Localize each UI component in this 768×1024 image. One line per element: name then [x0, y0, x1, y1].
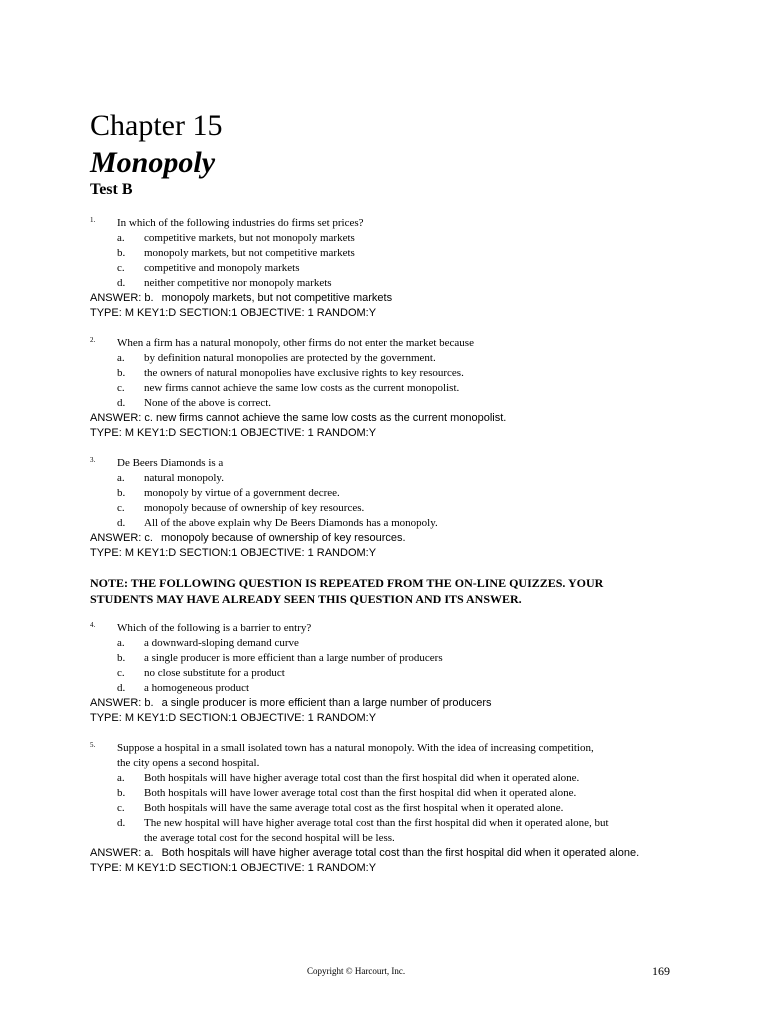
- question-number: 4.: [90, 621, 96, 629]
- chapter-heading: Chapter 15: [90, 109, 223, 142]
- question-number: 1.: [90, 216, 96, 224]
- answer-line: ANSWER: a. Both hospitals will have higher average total cost than the first hospital did when it operated alone.: [90, 847, 640, 859]
- answer-line: ANSWER: c. new firms cannot achieve the same low costs as the current monopolist.: [90, 412, 507, 424]
- question-text: Which of the following is a barrier to entry?: [117, 622, 312, 634]
- type-line: TYPE: M KEY1:D SECTION:1 OBJECTIVE: 1 RANDOM:Y: [90, 712, 377, 724]
- option-a: a. a downward-sloping demand curve: [117, 637, 299, 649]
- option-d: d. None of the above is correct.: [117, 397, 272, 409]
- type-line: TYPE: M KEY1:D SECTION:1 OBJECTIVE: 1 RANDOM:Y: [90, 862, 377, 874]
- option-c: c. no close substitute for a product: [117, 667, 285, 679]
- option-c: c. Both hospitals will have the same average total cost as the first hospital when it operated alone.: [117, 802, 564, 814]
- question-number: 5.: [90, 741, 96, 749]
- option-b: b. the owners of natural monopolies have exclusive rights to key resources.: [117, 367, 464, 379]
- option-b: b. a single producer is more efficient than a large number of producers: [117, 652, 443, 664]
- test-label: Test B: [90, 181, 133, 198]
- option-d-continued: the average total cost for the second hospital will be less.: [144, 832, 395, 844]
- option-b: b. monopoly by virtue of a government decree.: [117, 487, 340, 499]
- question-text: De Beers Diamonds is a: [117, 457, 224, 469]
- question-1: [90, 216, 690, 321]
- option-c: c. monopoly because of ownership of key resources.: [117, 502, 365, 514]
- option-d: d. neither competitive nor monopoly markets: [117, 277, 332, 289]
- answer-line: ANSWER: c. monopoly because of ownership of key resources.: [90, 532, 406, 544]
- chapter-title: Monopoly: [90, 146, 216, 179]
- question-text: Suppose a hospital in a small isolated town has a natural monopoly. With the idea of increasing competition,: [117, 742, 594, 754]
- option-b: b. Both hospitals will have lower average total cost than the first hospital did when it operated alone.: [117, 787, 577, 799]
- question-number: 3.: [90, 456, 96, 464]
- option-b: b. monopoly markets, but not competitive markets: [117, 247, 355, 259]
- type-line: TYPE: M KEY1:D SECTION:1 OBJECTIVE: 1 RANDOM:Y: [90, 427, 377, 439]
- type-line: TYPE: M KEY1:D SECTION:1 OBJECTIVE: 1 RANDOM:Y: [90, 547, 377, 559]
- option-d: d. The new hospital will have higher average total cost than the first hospital did when it operated alone, but: [117, 817, 609, 829]
- note-repeated-question: NOTE: THE FOLLOWING QUESTION IS REPEATED FROM THE ON-LINE QUIZZES. YOUR STUDENTS MAY HAVE ALREADY SEEN THIS QUESTION AND ITS ANSWER.: [90, 576, 604, 606]
- answer-line: ANSWER: b. a single producer is more efficient than a large number of producers: [90, 697, 492, 709]
- question-number: 2.: [90, 336, 96, 344]
- option-a: a. Both hospitals will have higher average total cost than the first hospital did when it operated alone.: [117, 772, 580, 784]
- option-a: a. natural monopoly.: [117, 472, 224, 484]
- copyright-notice: Copyright © Harcourt, Inc.: [307, 966, 406, 976]
- question-3: [90, 456, 690, 561]
- answer-line: ANSWER: b. monopoly markets, but not competitive markets: [90, 292, 393, 304]
- option-d: d. All of the above explain why De Beers Diamonds has a monopoly.: [117, 517, 438, 529]
- option-d: d. a homogeneous product: [117, 682, 250, 694]
- question-4: [90, 621, 690, 726]
- option-c: c. competitive and monopoly markets: [117, 262, 300, 274]
- option-c: c. new firms cannot achieve the same low costs as the current monopolist.: [117, 382, 460, 394]
- page-number: 169: [652, 964, 670, 978]
- question-2: [90, 336, 690, 441]
- question-text: In which of the following industries do firms set prices?: [117, 217, 364, 229]
- option-a: a. by definition natural monopolies are protected by the government.: [117, 352, 436, 364]
- question-text-continued: the city opens a second hospital.: [117, 757, 260, 769]
- question-text: When a firm has a natural monopoly, other firms do not enter the market because: [117, 337, 474, 349]
- question-5: [90, 741, 710, 876]
- type-line: TYPE: M KEY1:D SECTION:1 OBJECTIVE: 1 RANDOM:Y: [90, 307, 377, 319]
- option-a: a. competitive markets, but not monopoly markets: [117, 232, 355, 244]
